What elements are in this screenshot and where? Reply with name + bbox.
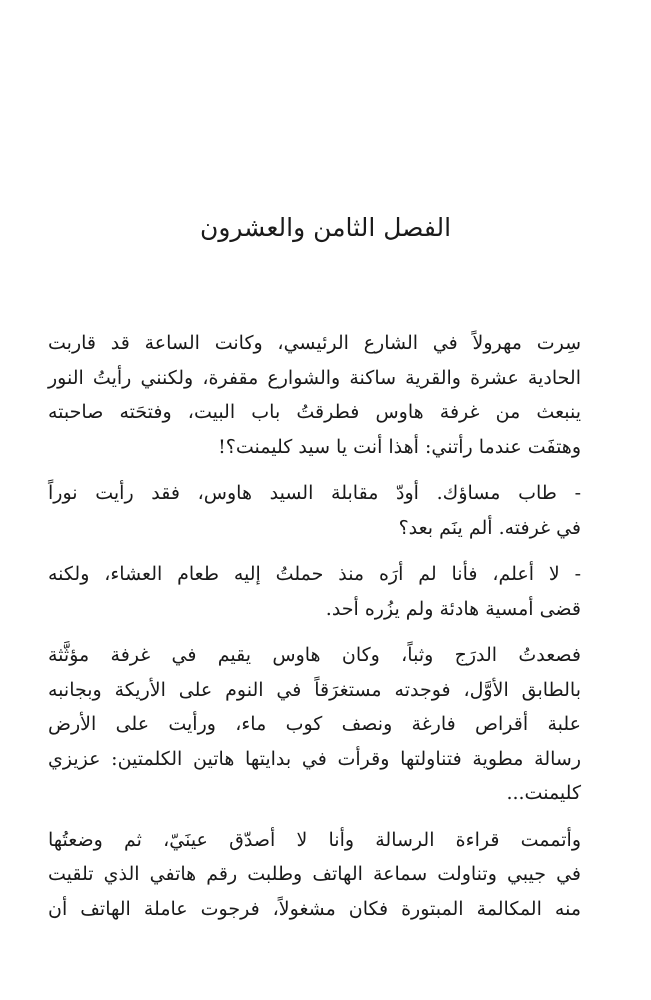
text-line: - طاب مساؤك. أودّ مقابلة السيد هاوس، فقد رأيت نوراً	[48, 482, 581, 504]
paragraph	[48, 326, 603, 464]
paragraph	[48, 476, 603, 545]
text-line: - لا أعلم، فأنا لم أرَه منذ حملتُ إليه طعام العشاء، ولكنه	[48, 563, 581, 585]
paragraph	[48, 557, 603, 626]
text-line: سِرت مهرولاً في الشارع الرئيسي، وكانت الساعة قد قاربت	[48, 332, 581, 354]
text-line: كليمنت...	[506, 782, 581, 804]
text-line: وأتممت قراءة الرسالة وأنا لا أصدّق عينَيّ، ثم وضعتُها	[48, 828, 581, 851]
text-line: علبة أقراص فارغة ونصف كوب ماء، ورأيت على الأرض	[48, 713, 581, 735]
paragraph	[48, 823, 603, 927]
text-line: ينبعث من غرفة هاوس فطرقتُ باب البيت، وفتحَته صاحبته	[48, 401, 581, 423]
chapter-body	[48, 326, 603, 926]
text-line: بالطابق الأوَّل، فوجدته مستغرَقاً في النوم على الأريكة وبجانبه	[48, 678, 581, 701]
text-line: وهتفَت عندما رأتني: أهذا أنت يا سيد كليمنت؟!	[218, 435, 581, 458]
text-line: في جيبي وتناولت سماعة الهاتف وطلبت رقم هاتفي الذي تلقيت	[48, 863, 581, 885]
text-line: رسالة مطوية فتناولتها وقرأت في بدايتها هاتين الكلمتين: عزيزي	[48, 747, 581, 770]
text-line: منه المكالمة المبتورة فكان مشغولاً، فرجوت عاملة الهاتف أن	[48, 897, 581, 920]
text-line: في غرفته. ألم ينَم بعد؟	[398, 516, 581, 539]
paragraph	[48, 638, 603, 811]
text-line: فصعدتُ الدرَج وثباً، وكان هاوس يقيم في غرفة مؤثَّثة	[48, 644, 581, 666]
text-line: قضى أمسية هادئة ولم يزُره أحد.	[325, 597, 581, 620]
chapter-title: الفصل الثامن والعشرون	[199, 213, 452, 242]
text-line: الحادية عشرة والقرية ساكنة والشوارع مقفرة، ولكنني رأيتُ النور	[48, 366, 581, 389]
